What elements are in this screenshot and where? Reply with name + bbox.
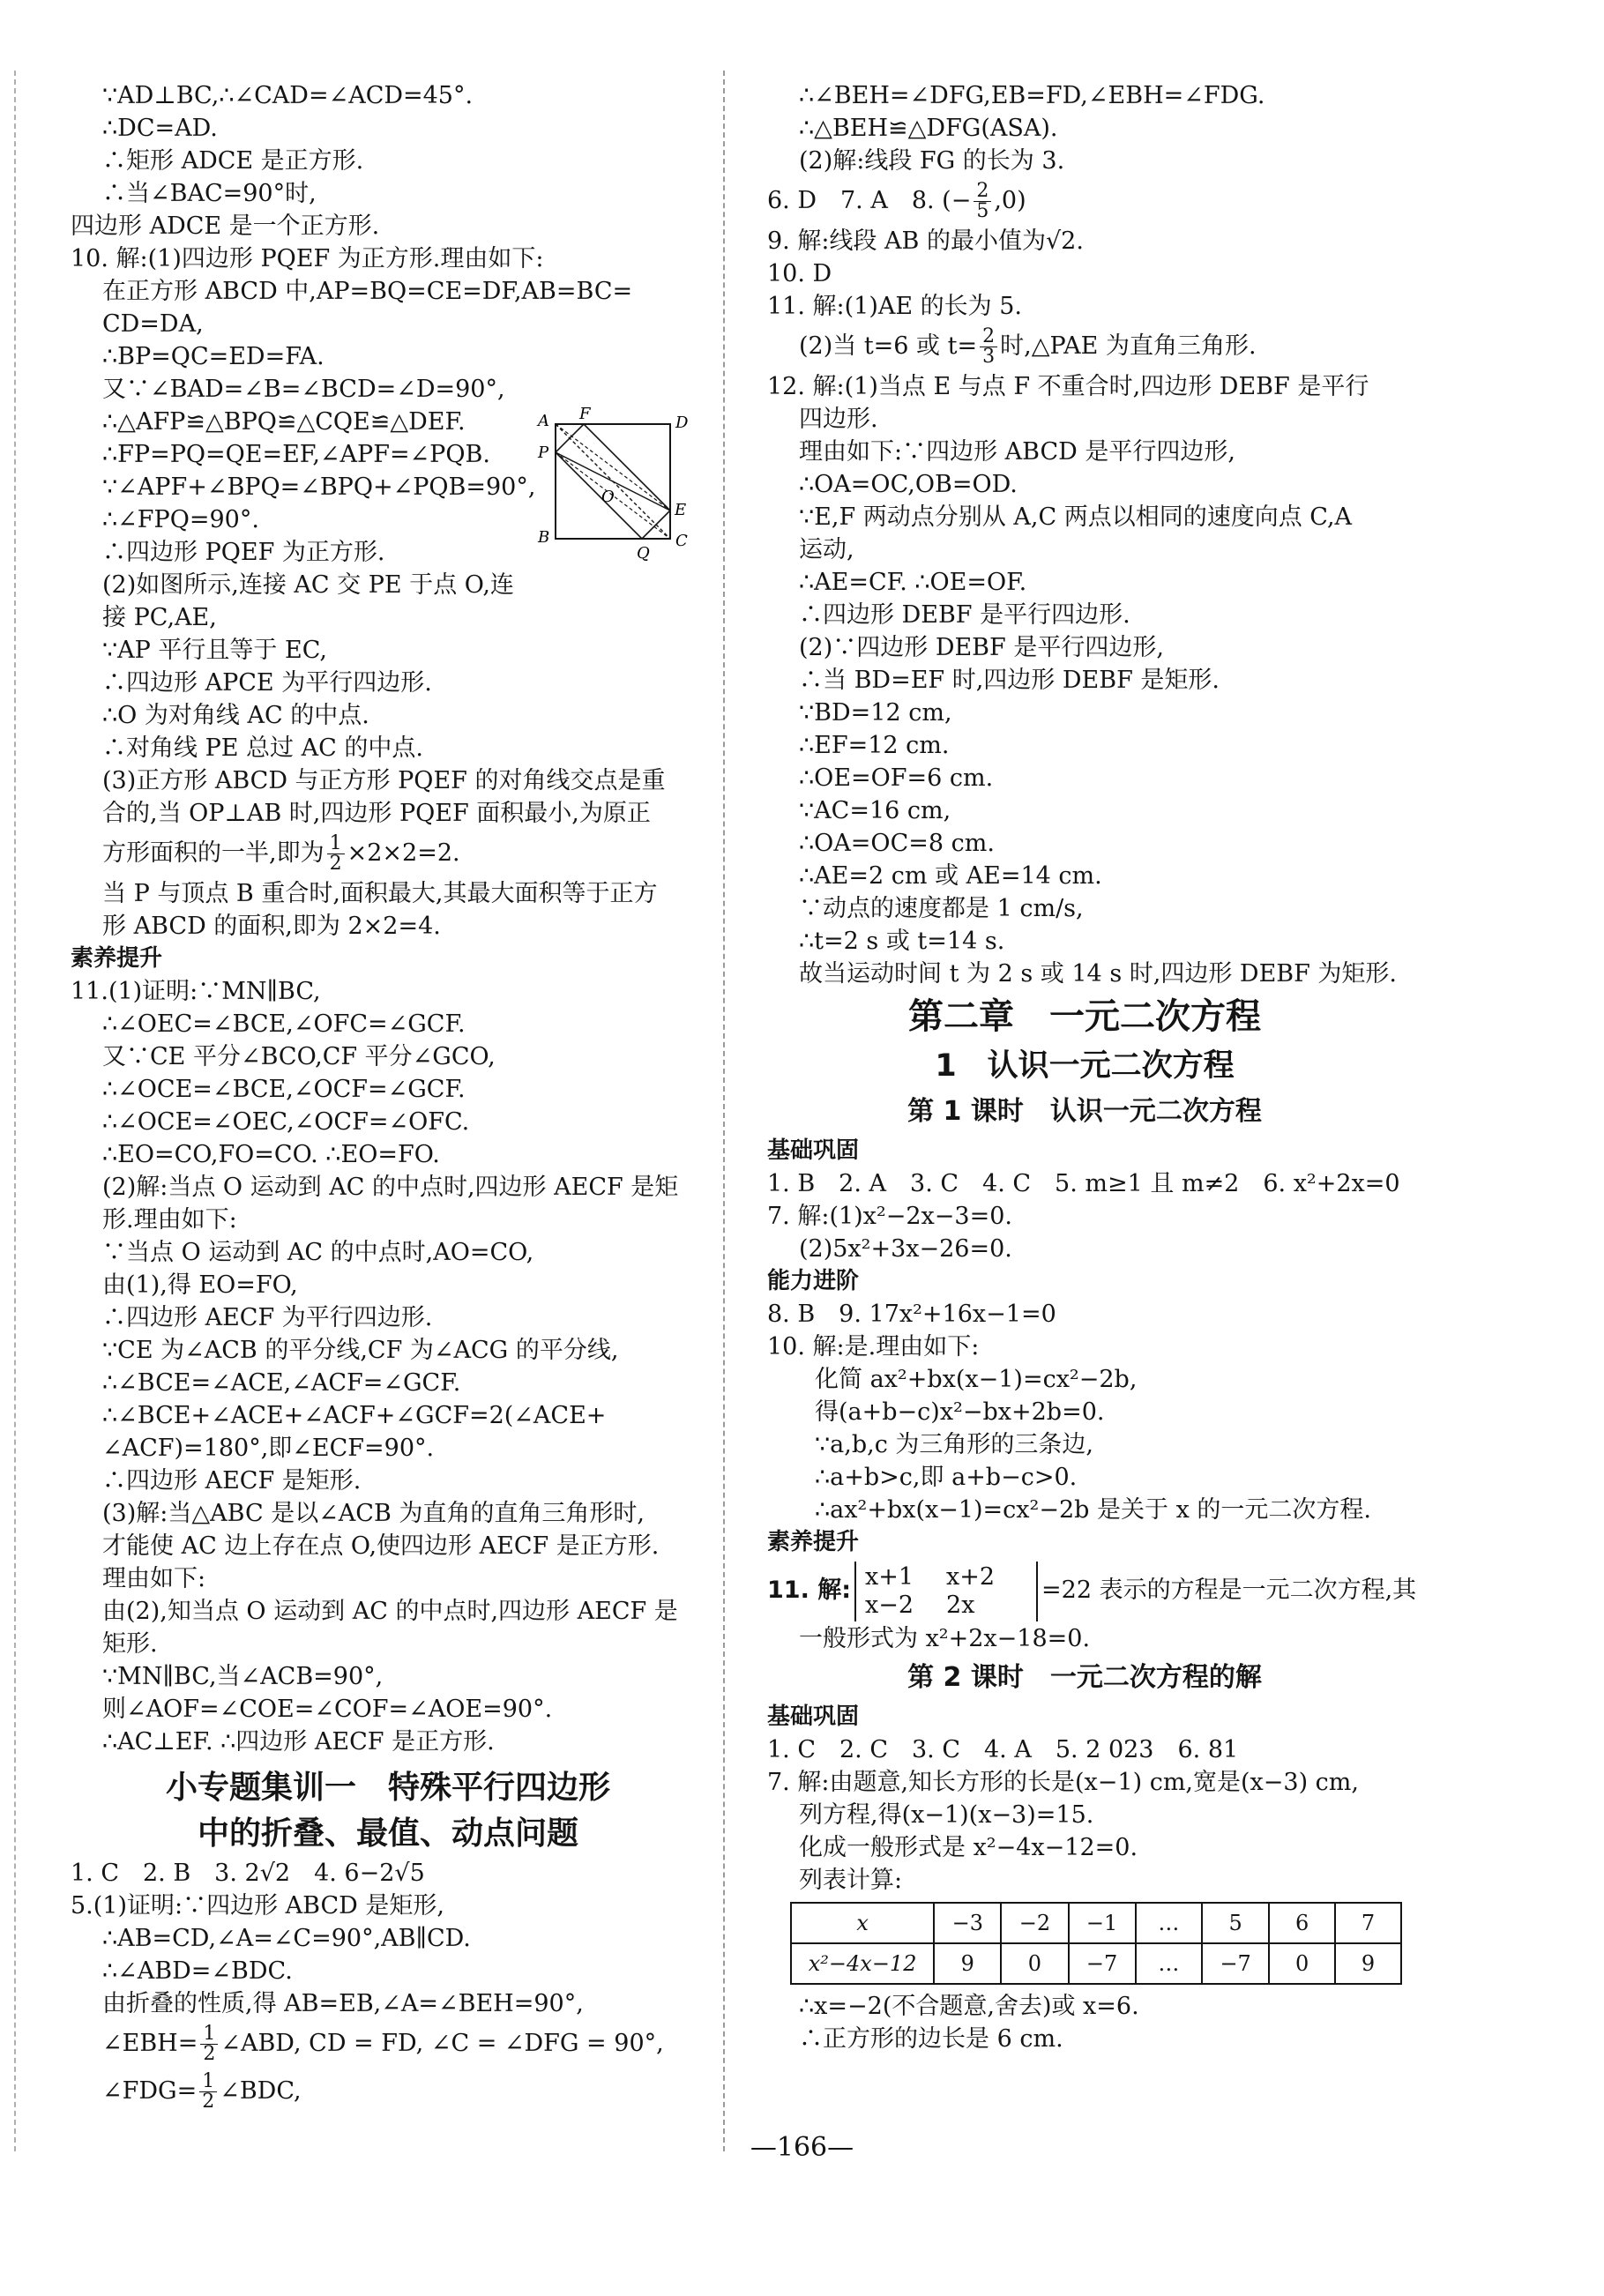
det-cell: x+2 (946, 1562, 996, 1591)
text-line: 9. 解:线段 AB 的最小值为√2. (767, 227, 1084, 255)
text-line: 11.(1)证明:∵MN∥BC, (71, 978, 321, 1005)
text-line: ∴FP=PQ=QE=EF,∠APF=∠PQB. (102, 441, 490, 468)
text-line: ∴当∠BAC=90°时, (102, 180, 317, 207)
determinant-line (767, 1559, 1417, 1622)
text-segment: 时,△PAE 为直角三角形. (1000, 332, 1257, 360)
section-heading: 基础巩固 (767, 1137, 860, 1164)
text-line: 1. C 2. B 3. 2√2 4. 6−2√5 (71, 1860, 425, 1887)
text-line: 运动, (799, 536, 854, 563)
period2-title: 第 2 课时 一元二次方程的解 (907, 1662, 1262, 1693)
text-line: ∴OA=OC=8 cm. (799, 830, 995, 857)
det-cell: x+1 (865, 1562, 914, 1591)
text-line: (2)解:当点 O 运动到 AC 的中点时,四边形 AECF 是矩 (102, 1174, 679, 1201)
text-line: ∴t=2 s 或 t=14 s. (799, 928, 1005, 955)
text-line: 在正方形 ABCD 中,AP=BQ=CE=DF,AB=BC= (102, 278, 633, 305)
label-f: F (579, 406, 591, 423)
text-line: 8. B 9. 17x²+16x−1=0 (767, 1301, 1056, 1328)
text-segment: ∠BDC, (220, 2077, 302, 2105)
text-line: ∴OE=OF=6 cm. (799, 764, 994, 792)
text-line: 7. 解:(1)x²−2x−3=0. (767, 1203, 1012, 1230)
lesson-title: 1 认识一元二次方程 (935, 1048, 1235, 1084)
text-segment: (2)当 t=6 或 t= (799, 332, 978, 360)
table-cell: −3 (934, 1903, 1001, 1943)
text-line: 列表计算: (799, 1867, 903, 1894)
square-figure (529, 406, 697, 574)
text-line: 形 ABCD 的面积,即为 2×2=4. (102, 913, 441, 940)
numerator: 1 (199, 2072, 217, 2092)
table-cell: 5 (1202, 1903, 1269, 1943)
chapter-title: 第二章 一元二次方程 (908, 996, 1261, 1037)
text-line: ∠ACF)=180°,即∠ECF=90°. (102, 1435, 435, 1462)
text-line: ∵BD=12 cm, (799, 699, 952, 727)
text-segment: 方形面积的一半,即为 (102, 839, 325, 867)
table-cell: −1 (1069, 1903, 1136, 1943)
determinant (854, 1562, 1038, 1621)
table-cell: 7 (1335, 1903, 1401, 1943)
table-cell: −7 (1069, 1943, 1136, 1984)
right-block-b (767, 225, 1402, 323)
text-line: 合的,当 OP⊥AB 时,四边形 PQEF 面积最小,为原正 (102, 800, 651, 827)
text-line: CD=DA, (102, 310, 204, 338)
frac-line-answers (767, 177, 1402, 225)
text-segment: 6. D 7. A 8. (− (767, 187, 972, 214)
det-cell: 2x (946, 1591, 975, 1619)
label-o: O (601, 488, 615, 506)
text-line: 四边形 ADCE 是一个正方形. (71, 212, 380, 240)
frac-line-fdg (71, 2068, 705, 2115)
text-line: 10. 解:是.理由如下: (767, 1333, 980, 1360)
right-block-e (767, 1622, 1402, 1655)
denominator: 2 (202, 2091, 215, 2113)
table-cell: x²−4x−12 (791, 1943, 934, 1984)
left-column (71, 79, 705, 2115)
text-line: ∴O 为对角线 AC 的中点. (102, 702, 369, 729)
table-cell: … (1136, 1943, 1202, 1984)
text-line: 12. 解:(1)当点 E 与点 F 不重合时,四边形 DEBF 是平行 (767, 373, 1369, 400)
text-line: ∴AB=CD,∠A=∠C=90°,AB∥CD. (102, 1925, 471, 1952)
text-line: (3)正方形 ABCD 与正方形 PQEF 的对角线交点是重 (102, 767, 666, 794)
text-line: ∴AC⊥EF. ∴四边形 AECF 是正方形. (102, 1728, 495, 1756)
text-line: ∴ax²+bx(x−1)=cx²−2b 是关于 x 的一元二次方程. (815, 1496, 1371, 1524)
text-line: ∴BP=QC=ED=FA. (102, 343, 325, 370)
right-block-a (767, 79, 1402, 177)
text-line: (2)如图所示,连接 AC 交 PE 于点 O,连 (102, 571, 514, 599)
text-line: 由(1),得 EO=FO, (102, 1271, 298, 1299)
text-line: ∴∠BCE=∠ACE,∠ACF=∠GCF. (102, 1369, 461, 1397)
text-line: ∴x=−2(不合题意,舍去)或 x=6. (799, 1993, 1139, 2020)
text-line: 10. D (767, 260, 832, 287)
text-line: ∵E,F 两动点分别从 A,C 两点以相同的速度向点 C,A (799, 503, 1353, 531)
text-segment: ∠ABD, CD = FD, ∠C = ∠DFG = 90°, (220, 2030, 664, 2057)
fraction (327, 834, 345, 874)
text-line: ∴∠BCE+∠ACE+∠ACF+∠GCF=2(∠ACE+ (102, 1402, 607, 1429)
special-title-1: 小专题集训一 特殊平行四边形 (165, 1770, 610, 1806)
text-line: 又∵∠BAD=∠B=∠BCD=∠D=90°, (102, 376, 505, 403)
special-title-2: 中的折叠、最值、动点问题 (197, 1815, 578, 1852)
right-block-d (767, 1135, 1402, 1559)
text-segment: =22 表示的方程是一元二次方程,其 (1041, 1577, 1417, 1604)
text-line: (2)∵四边形 DEBF 是平行四边形, (799, 634, 1164, 661)
text-line: 1. B 2. A 3. C 4. C 5. m≥1 且 m≠2 6. x²+2x=0 (767, 1170, 1400, 1197)
text-line: 化成一般形式是 x²−4x−12=0. (799, 1834, 1138, 1861)
text-line: ∴△BEH≌△DFG(ASA). (799, 115, 1058, 142)
text-line: 矩形. (102, 1630, 158, 1658)
left-block-c (71, 1857, 705, 2020)
text-line: ∴EO=CO,FO=CO. ∴EO=FO. (102, 1141, 440, 1168)
section-heading: 能力进阶 (767, 1268, 860, 1294)
text-line: ∴a+b>c,即 a+b−c>0. (815, 1464, 1078, 1491)
text-segment: ×2×2=2. (347, 839, 460, 867)
text-line: 1. C 2. C 3. C 4. A 5. 2 023 6. 81 (767, 1736, 1239, 1763)
text-line: ∴∠OEC=∠BCE,∠OFC=∠GCF. (102, 1010, 466, 1038)
text-line: ∵a,b,c 为三角形的三条边, (815, 1431, 1094, 1458)
text-line: ∴∠ABD=∠BDC. (102, 1957, 293, 1985)
table-cell: −2 (1001, 1903, 1068, 1943)
label-d: D (675, 414, 689, 432)
text-line: ∵MN∥BC,当∠ACB=90°, (102, 1663, 384, 1690)
left-margin-rule (14, 71, 16, 2151)
text-line: ∴OA=OC,OB=OD. (799, 471, 1018, 498)
frac-line-ebh (71, 2020, 705, 2068)
text-line: ∴四边形 DEBF 是平行四边形. (799, 601, 1130, 629)
numerator: 2 (980, 327, 997, 347)
table-cell: −7 (1202, 1943, 1269, 1984)
frac-line-time (767, 323, 1402, 370)
text-line: ∵当点 O 运动到 AC 的中点时,AO=CO, (102, 1239, 534, 1266)
table-cell: x (791, 1903, 934, 1943)
text-line: ∴∠FPQ=90°. (102, 506, 259, 533)
right-block-g (767, 1990, 1402, 2055)
text-line: ∴EF=12 cm. (799, 732, 950, 759)
text-line: 四边形. (799, 406, 878, 433)
text-line: 接 PC,AE, (102, 604, 217, 631)
text-line: 得(a+b−c)x²−bx+2b=0. (815, 1398, 1105, 1426)
text-line: ∴AE=2 cm 或 AE=14 cm. (799, 862, 1102, 890)
left-block-b (71, 877, 705, 1758)
table-cell: 9 (934, 1943, 1001, 1984)
section-heading: 素养提升 (71, 945, 163, 972)
det-cell: x−2 (865, 1591, 914, 1619)
text-line: ∴∠BEH=∠DFG,EB=FD,∠EBH=∠FDG. (799, 82, 1265, 109)
text-line: ∴∠OCE=∠OEC,∠OCF=∠OFC. (102, 1108, 470, 1136)
text-line: 形.理由如下: (102, 1206, 237, 1234)
text-line: 则∠AOF=∠COE=∠COF=∠AOE=90°. (102, 1696, 553, 1723)
text-line: ∴当 BD=EF 时,四边形 DEBF 是矩形. (799, 667, 1220, 694)
table-row (791, 1943, 1401, 1984)
fraction (200, 2024, 218, 2064)
fraction (199, 2072, 217, 2112)
numerator: 1 (327, 834, 345, 854)
solution-label: 11. 解: (767, 1577, 852, 1604)
text-line: ∴AE=CF. ∴OE=OF. (799, 569, 1027, 596)
text-line: ∴矩形 ADCE 是正方形. (102, 147, 364, 175)
text-line: (2)解:线段 FG 的长为 3. (799, 147, 1065, 175)
text-line: 由(2),知当点 O 运动到 AC 的中点时,四边形 AECF 是 (102, 1598, 678, 1625)
numerator: 1 (200, 2024, 218, 2045)
text-line: 由折叠的性质,得 AB=EB,∠A=∠BEH=90°, (102, 1990, 584, 2017)
label-p: P (538, 444, 549, 462)
text-line: ∵∠APF+∠BPQ=∠BPQ+∠PQB=90°, (102, 473, 536, 501)
text-line: 又∵CE 平分∠BCO,CF 平分∠GCO, (102, 1043, 496, 1070)
text-line: ∴∠OCE=∠BCE,∠OCF=∠GCF. (102, 1076, 466, 1103)
text-line: ∵AD⊥BC,∴∠CAD=∠ACD=45°. (102, 82, 474, 109)
text-line: 当 P 与顶点 B 重合时,面积最大,其最大面积等于正方 (102, 880, 658, 907)
text-line: ∴△AFP≌△BPQ≌△CQE≌△DEF. (102, 408, 466, 436)
calc-table (790, 1902, 1402, 1985)
text-line: ∴四边形 PQEF 为正方形. (102, 539, 385, 566)
text-line: ∵动点的速度都是 1 cm/s, (799, 895, 1084, 922)
page-number: —166— (750, 2132, 854, 2163)
text-line: 才能使 AC 边上存在点 O,使四边形 AECF 是正方形. (102, 1532, 660, 1560)
table-cell: 0 (1001, 1943, 1068, 1984)
text-line: ∴四边形 APCE 为平行四边形. (102, 669, 432, 697)
table-cell: 9 (1335, 1943, 1401, 1984)
denominator: 5 (976, 200, 989, 222)
text-segment: ∠FDG= (102, 2077, 198, 2105)
column-divider (723, 71, 725, 2151)
text-segment: ,0) (994, 187, 1026, 214)
denominator: 3 (982, 346, 996, 368)
text-line: 理由如下:∵四边形 ABCD 是平行四边形, (799, 438, 1235, 466)
text-line: ∴四边形 AECF 为平行四边形. (102, 1304, 433, 1331)
text-line: 10. 解:(1)四边形 PQEF 为正方形.理由如下: (71, 245, 544, 272)
right-column (767, 79, 1417, 2055)
table-cell: … (1136, 1903, 1202, 1943)
table-cell: 6 (1269, 1903, 1335, 1943)
section-heading: 基础巩固 (767, 1703, 860, 1730)
text-line: 化简 ax²+bx(x−1)=cx²−2b, (815, 1366, 1138, 1393)
label-c: C (675, 532, 688, 550)
text-line: ∴DC=AD. (102, 115, 218, 142)
fraction (980, 327, 997, 367)
table-cell: 0 (1269, 1943, 1335, 1984)
text-line: ∴正方形的边长是 6 cm. (799, 2025, 1063, 2053)
label-q: Q (637, 544, 650, 563)
right-block-f (767, 1701, 1402, 1897)
label-a: A (538, 412, 549, 430)
text-line: 一般形式为 x²+2x−18=0. (799, 1625, 1091, 1652)
table-row (791, 1903, 1401, 1943)
label-e: E (675, 501, 687, 519)
numerator: 2 (974, 182, 991, 202)
text-line: ∴对角线 PE 总过 AC 的中点. (102, 734, 423, 762)
text-line: ∵CE 为∠ACB 的平分线,CF 为∠ACG 的平分线, (102, 1337, 619, 1364)
denominator: 2 (203, 2043, 216, 2065)
text-line: 理由如下: (102, 1565, 206, 1592)
text-line: 11. 解:(1)AE 的长为 5. (767, 293, 1022, 320)
text-line: (2)5x²+3x−26=0. (799, 1235, 1012, 1263)
text-line: ∵AP 平行且等于 EC, (102, 637, 327, 664)
right-block-c (767, 370, 1402, 990)
frac-line-area (71, 830, 705, 877)
period1-title: 第 1 课时 认识一元二次方程 (907, 1096, 1262, 1127)
denominator: 2 (329, 853, 342, 875)
text-line: 5.(1)证明:∵四边形 ABCD 是矩形, (71, 1892, 444, 1920)
fraction (974, 182, 991, 221)
text-line: (3)解:当△ABC 是以∠ACB 为直角的直角三角形时, (102, 1500, 645, 1527)
text-line: ∵AC=16 cm, (799, 797, 951, 824)
label-b: B (538, 528, 550, 547)
text-line: ∴四边形 AECF 是矩形. (102, 1467, 362, 1495)
text-line: 7. 解:由题意,知长方形的长是(x−1) cm,宽是(x−3) cm, (767, 1769, 1359, 1796)
text-line: 故当运动时间 t 为 2 s 或 14 s 时,四边形 DEBF 为矩形. (799, 960, 1398, 988)
text-segment: ∠EBH= (102, 2030, 198, 2057)
section-heading: 素养提升 (767, 1529, 860, 1555)
text-line: 列方程,得(x−1)(x−3)=15. (799, 1801, 1094, 1829)
